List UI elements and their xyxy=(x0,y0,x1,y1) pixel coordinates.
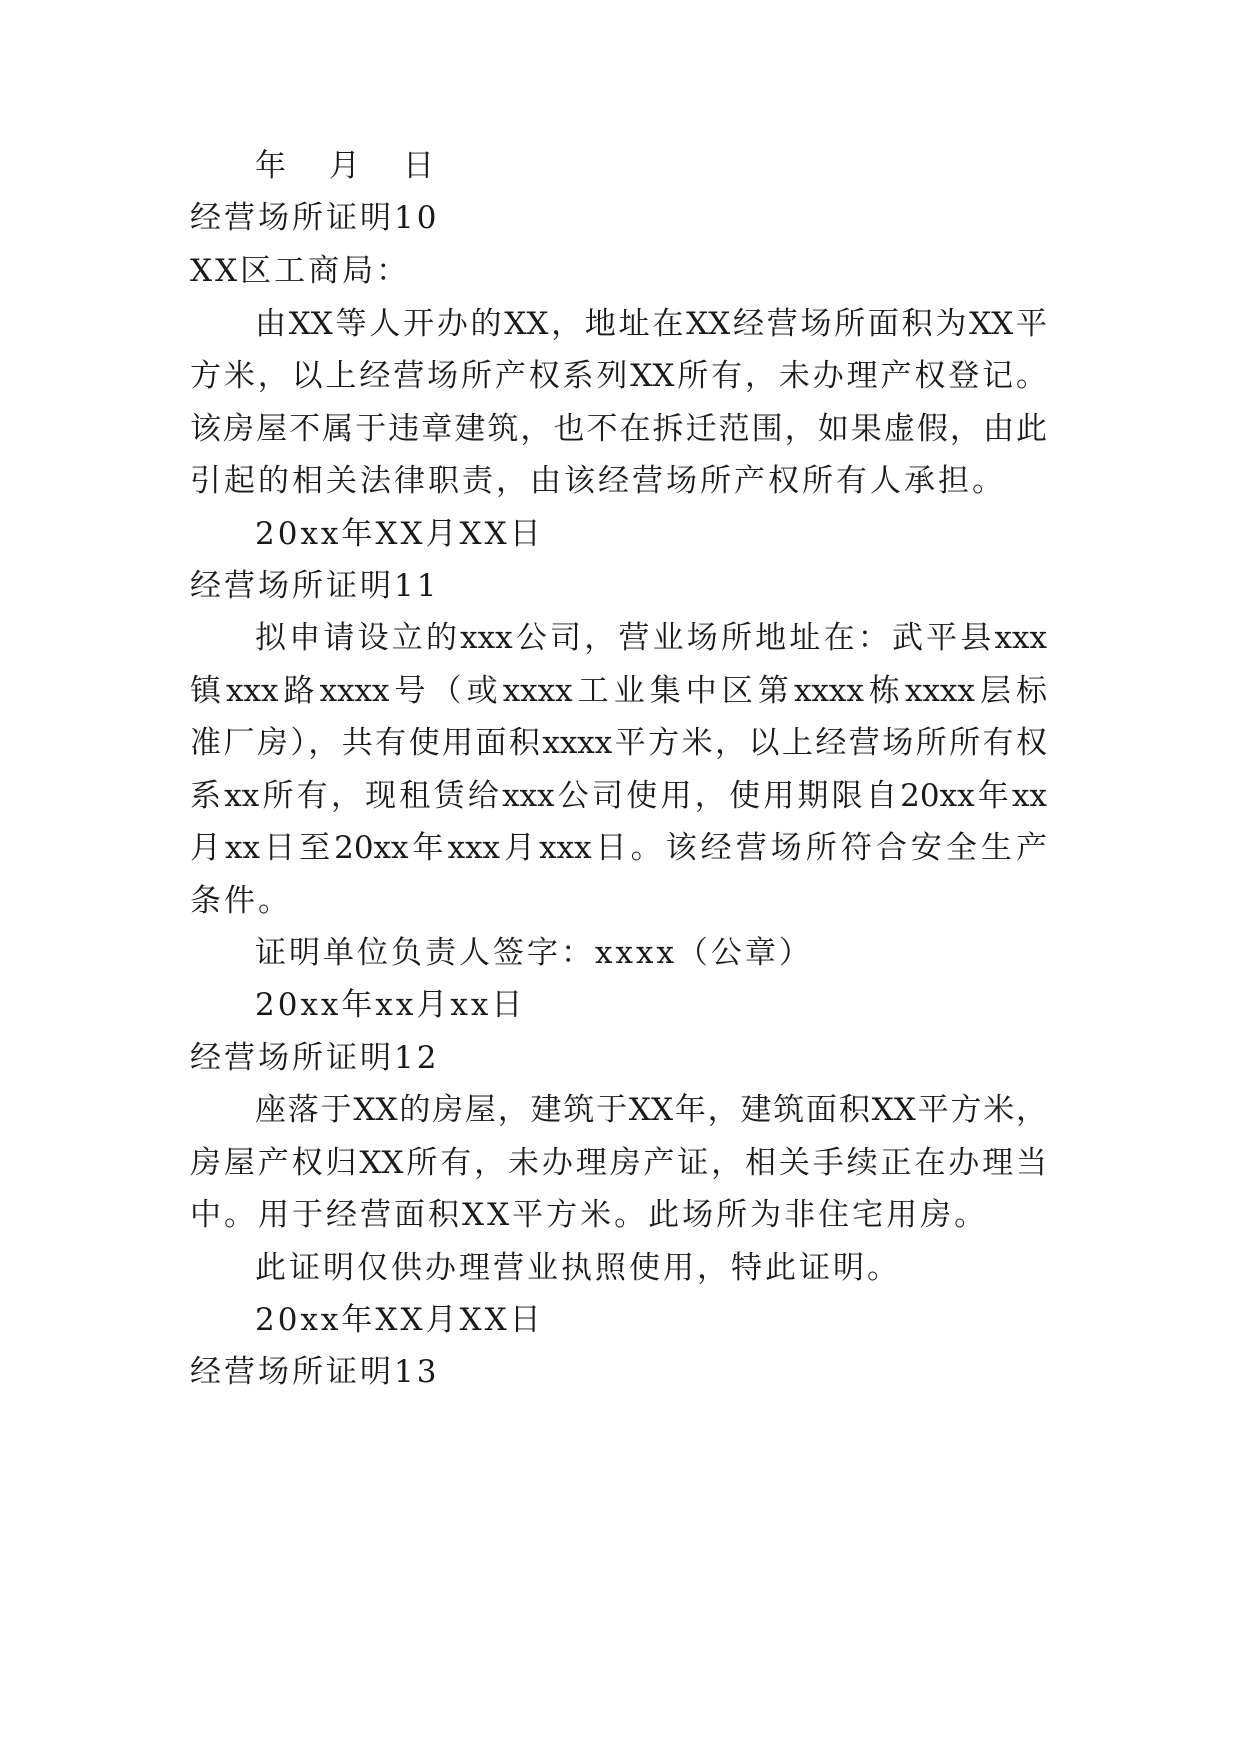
section-title-10: 经营场所证明10 xyxy=(190,200,440,236)
certification-note-12: 此证明仅供办理营业执照使用，特此证明。 xyxy=(255,1250,901,1286)
signature-line-11: 证明单位负责人签字：xxxx（公章） xyxy=(255,935,813,971)
paragraph-12-line-2: 房屋产权归XX所有，未办理房产证，相关手续正在办理当 xyxy=(190,1145,1047,1181)
paragraph-12-line-1: 座落于XX的房屋，建筑于XX年，建筑面积XX平方米， xyxy=(255,1092,1047,1128)
section-title-11: 经营场所证明11 xyxy=(190,568,440,604)
paragraph-11-line-5: 月xx日至20xx年xxx月xxx日。该经营场所符合安全生产 xyxy=(190,830,1047,866)
paragraph-11-line-1: 拟申请设立的xxx公司，营业场所地址在：武平县xxx xyxy=(255,620,1047,656)
paragraph-12-line-3: 中。用于经营面积XX平方米。此场所为非住宅用房。 xyxy=(190,1197,989,1233)
addressee: XX区工商局： xyxy=(190,253,411,289)
blank-date-line xyxy=(255,146,437,186)
date-12: 20xx年XX月XX日 xyxy=(255,1302,544,1338)
section-title-12: 经营场所证明12 xyxy=(190,1040,440,1076)
paragraph-10-line-2: 方米，以上经营场所产权系列XX所有，未办理产权登记。 xyxy=(190,358,1047,394)
paragraph-11-line-4: 系xx所有，现租赁给xxx公司使用，使用期限自20xx年xx xyxy=(190,778,1047,814)
paragraph-10-line-1: 由XX等人开办的XX，地址在XX经营场所面积为XX平 xyxy=(255,306,1047,342)
day-label: 日 xyxy=(403,148,437,184)
date-10: 20xx年XX月XX日 xyxy=(255,516,544,552)
year-label: 年 xyxy=(255,148,289,184)
paragraph-10-line-4: 引起的相关法律职责，由该经营场所产权所有人承担。 xyxy=(190,463,1006,499)
paragraph-11-line-6: 条件。 xyxy=(190,883,292,919)
paragraph-11-line-2: 镇xxx路xxxx号（或xxxx工业集中区第xxxx栋xxxx层标 xyxy=(190,673,1047,709)
date-11: 20xx年xx月xx日 xyxy=(255,987,526,1023)
paragraph-10-line-3: 该房屋不属于违章建筑，也不在拆迁范围，如果虚假，由此 xyxy=(190,411,1047,447)
section-title-13: 经营场所证明13 xyxy=(190,1354,440,1390)
paragraph-11-line-3: 准厂房），共有使用面积xxxx平方米，以上经营场所所有权 xyxy=(190,725,1047,761)
month-label: 月 xyxy=(329,148,363,184)
